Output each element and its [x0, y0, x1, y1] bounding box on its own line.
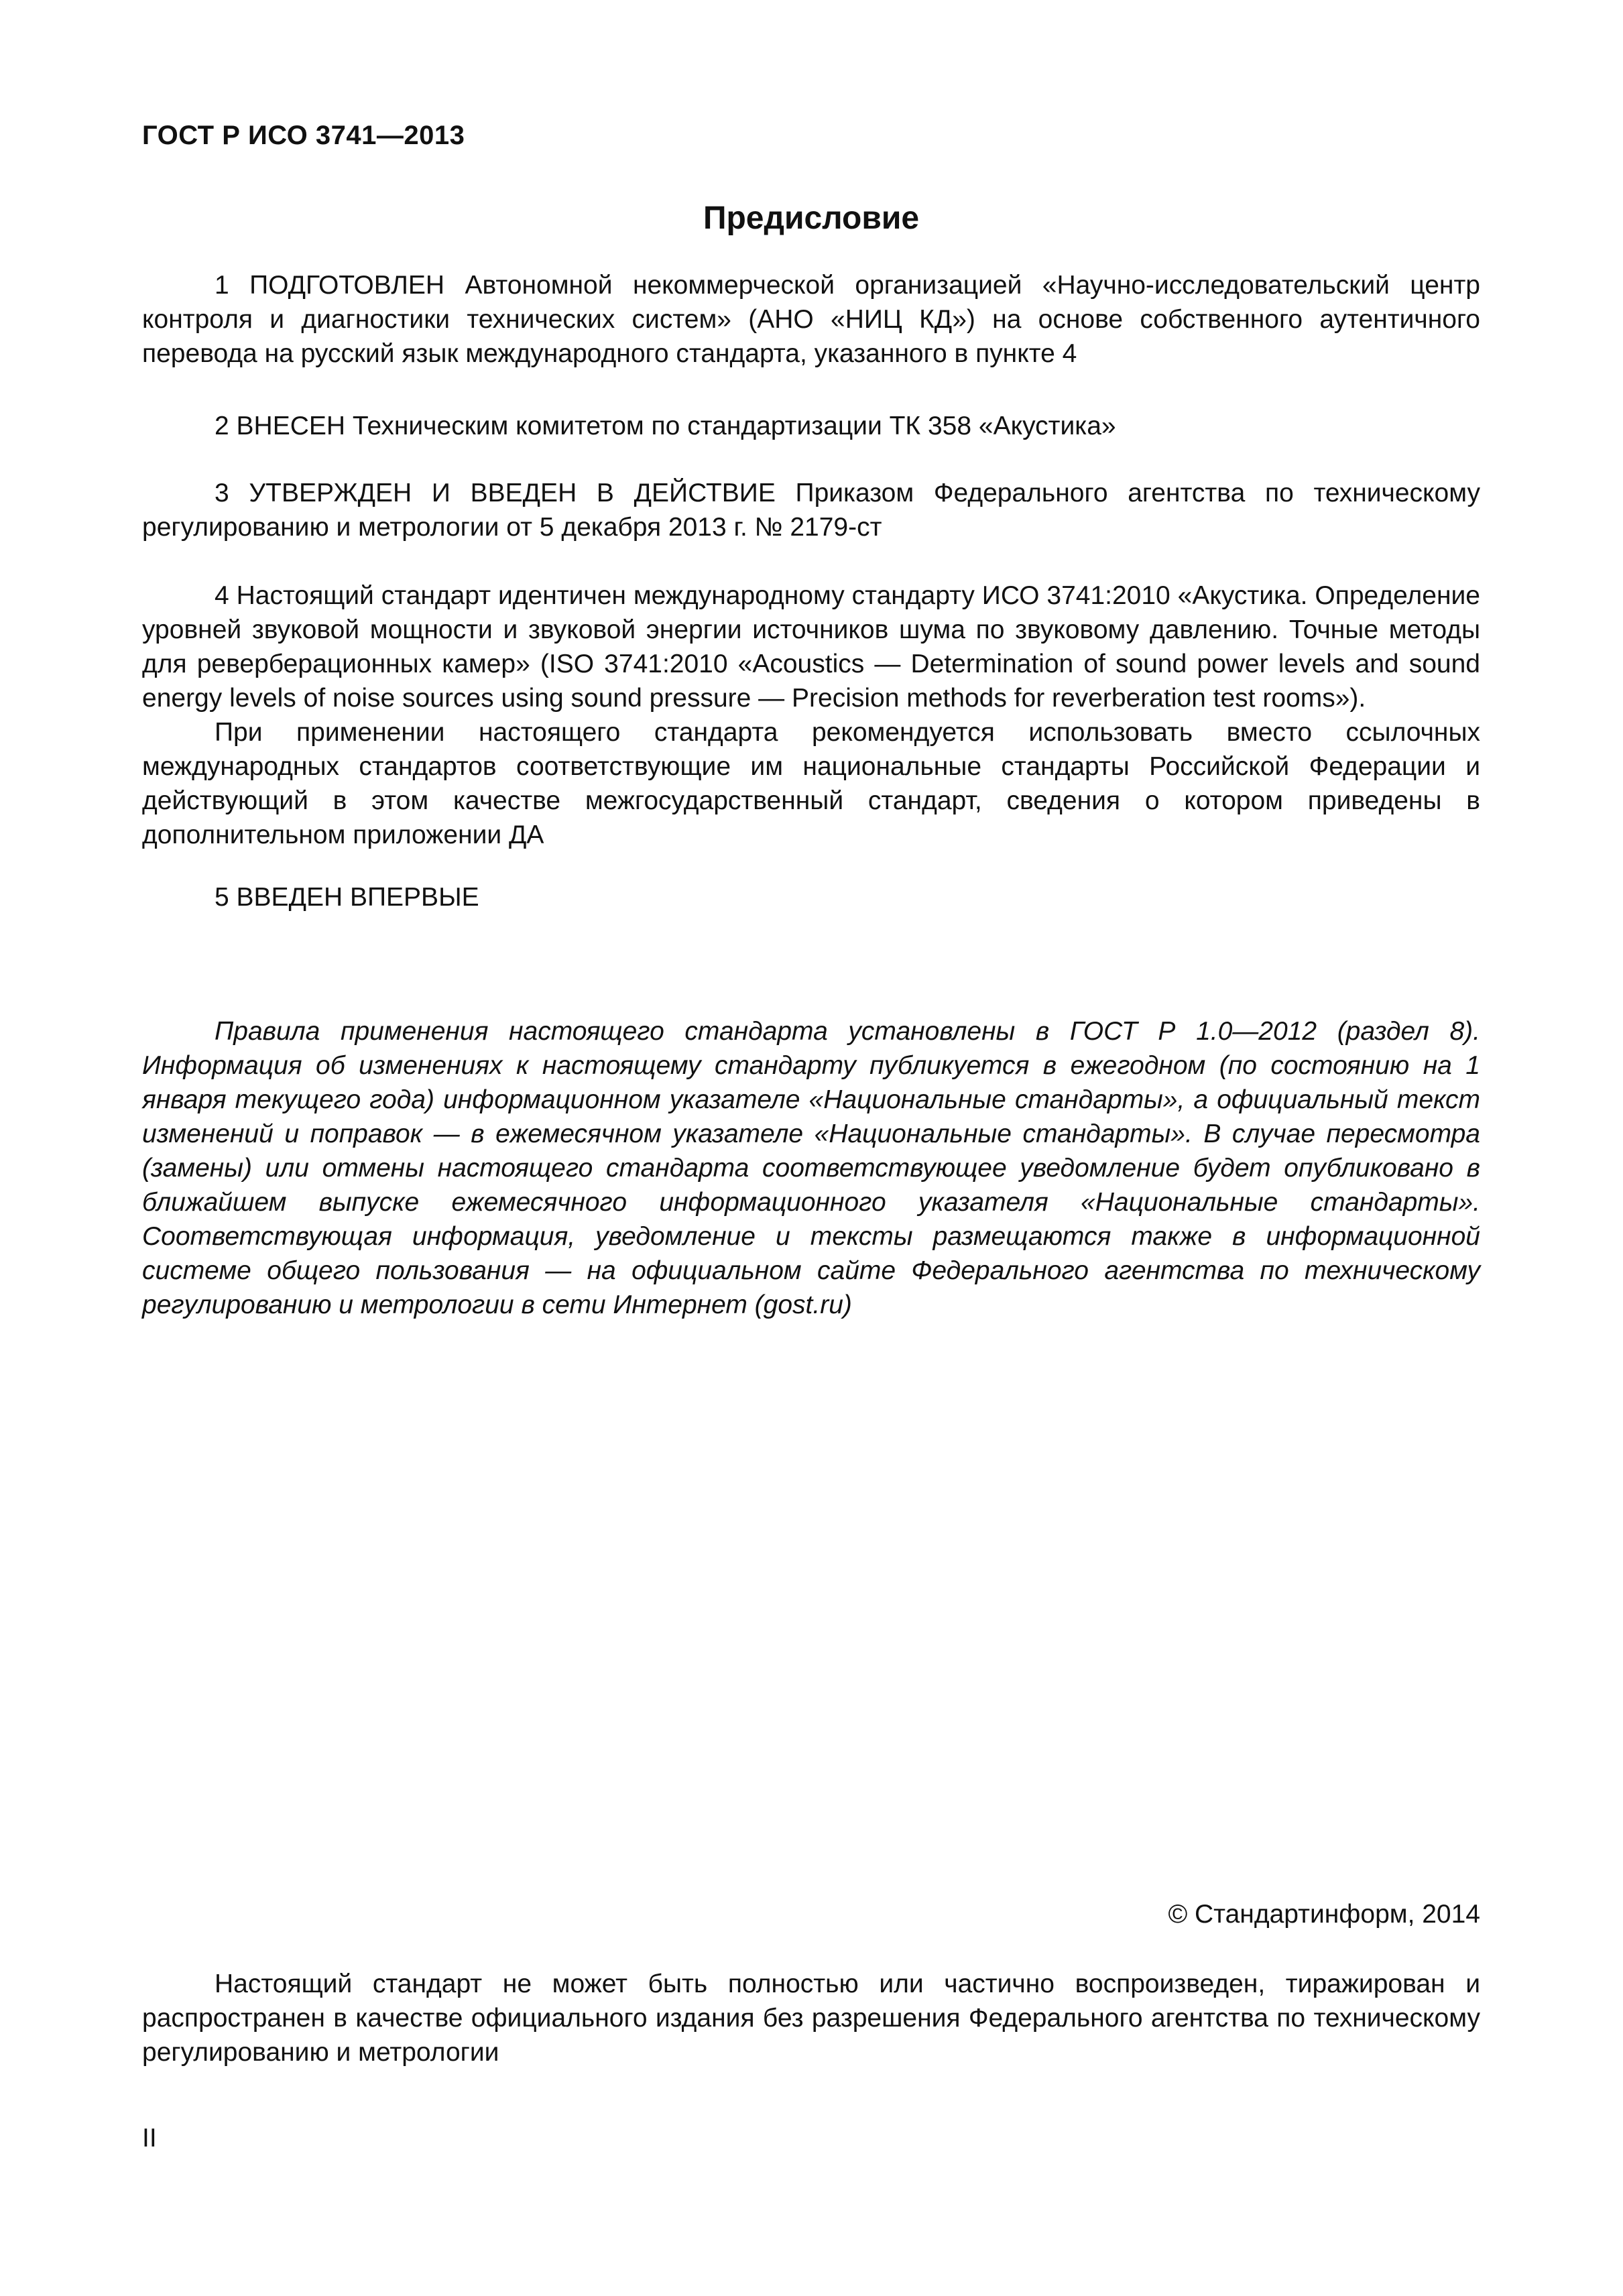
section-1-text: 1 ПОДГОТОВЛЕН Автономной некоммерческой организацией «Научно-исследовательский центр контроля и диагностики технических систем» (АНО «НИЦ КД») на основе собственного аутентичного перевода на русский язык международного стандарта, указанного в пункте 4 [142, 271, 1480, 368]
page-number: II [142, 2124, 157, 2153]
section-4-paragraph-2: При применении настоящего стандарта рекомендуется использовать вместо ссылочных международных стандартов соответствующие им национальные стандарты Российской Федерации и действующий в этом качестве межгосударственный стандарт, сведения о котором приведены в дополнительном приложении ДА [142, 718, 1480, 849]
reproduction-notice [142, 1967, 1480, 2069]
page-title: Предисловие [703, 200, 920, 236]
section-1 [142, 268, 1480, 371]
section-5 [142, 880, 1480, 914]
section-4 [142, 579, 1480, 852]
notice-text: Настоящий стандарт не может быть полностью или частично воспроизведен, тиражирован и распространен в качестве официального издания без разрешения Федерального агентства по техническому регулированию и метрологии [142, 1970, 1480, 2067]
copyright-line: © Стандартинформ, 2014 [1168, 1900, 1480, 1929]
section-5-text: 5 ВВЕДЕН ВПЕРВЫЕ [215, 883, 479, 912]
section-2-text: 2 ВНЕСЕН Техническим комитетом по стандартизации ТК 358 «Акустика» [215, 412, 1116, 440]
document-code: ГОСТ Р ИСО 3741—2013 [142, 121, 465, 150]
rules-text: Правила применения настоящего стандарта установлены в ГОСТ Р 1.0—2012 (раздел 8). Информация об изменениях к настоящему стандарту публикуется в ежегодном (по состоянию на 1 января текущего года) информационном указателе «Национальные стандарты», а официальный текст изменений и поправок — в ежемесячном указателе «Национальные стандарты». В случае пересмотра (замены) или отмены настоящего стандарта соответствующее уведомление будет опубликовано в ближайшем выпуске ежемесячного информационного указателя «Национальные стандарты». Соответствующая информация, уведомление и тексты размещаются также в информационной системе общего пользования — на официальном сайте Федерального агентства по техническому регулированию и метрологии в сети Интернет (gost.ru) [142, 1017, 1480, 1319]
section-3-text: 3 УТВЕРЖДЕН И ВВЕДЕН В ДЕЙСТВИЕ Приказом Федерального агентства по техническому регулированию и метрологии от 5 декабря 2013 г. № 2179-ст [142, 479, 1480, 542]
section-3 [142, 476, 1480, 544]
section-2 [142, 409, 1480, 443]
rules-of-application [142, 1014, 1480, 1322]
section-4-paragraph-1: 4 Настоящий стандарт идентичен международному стандарту ИСО 3741:2010 «Акустика. Определение уровней звуковой мощности и звуковой энергии источников шума по звуковому давлению. Точные методы для реверберационных камер» (ISO 3741:2010 «Acoustics — Determination of sound power levels and sound energy levels of noise sources using sound pressure — Precision methods for reverberation test rooms»). [142, 581, 1480, 713]
